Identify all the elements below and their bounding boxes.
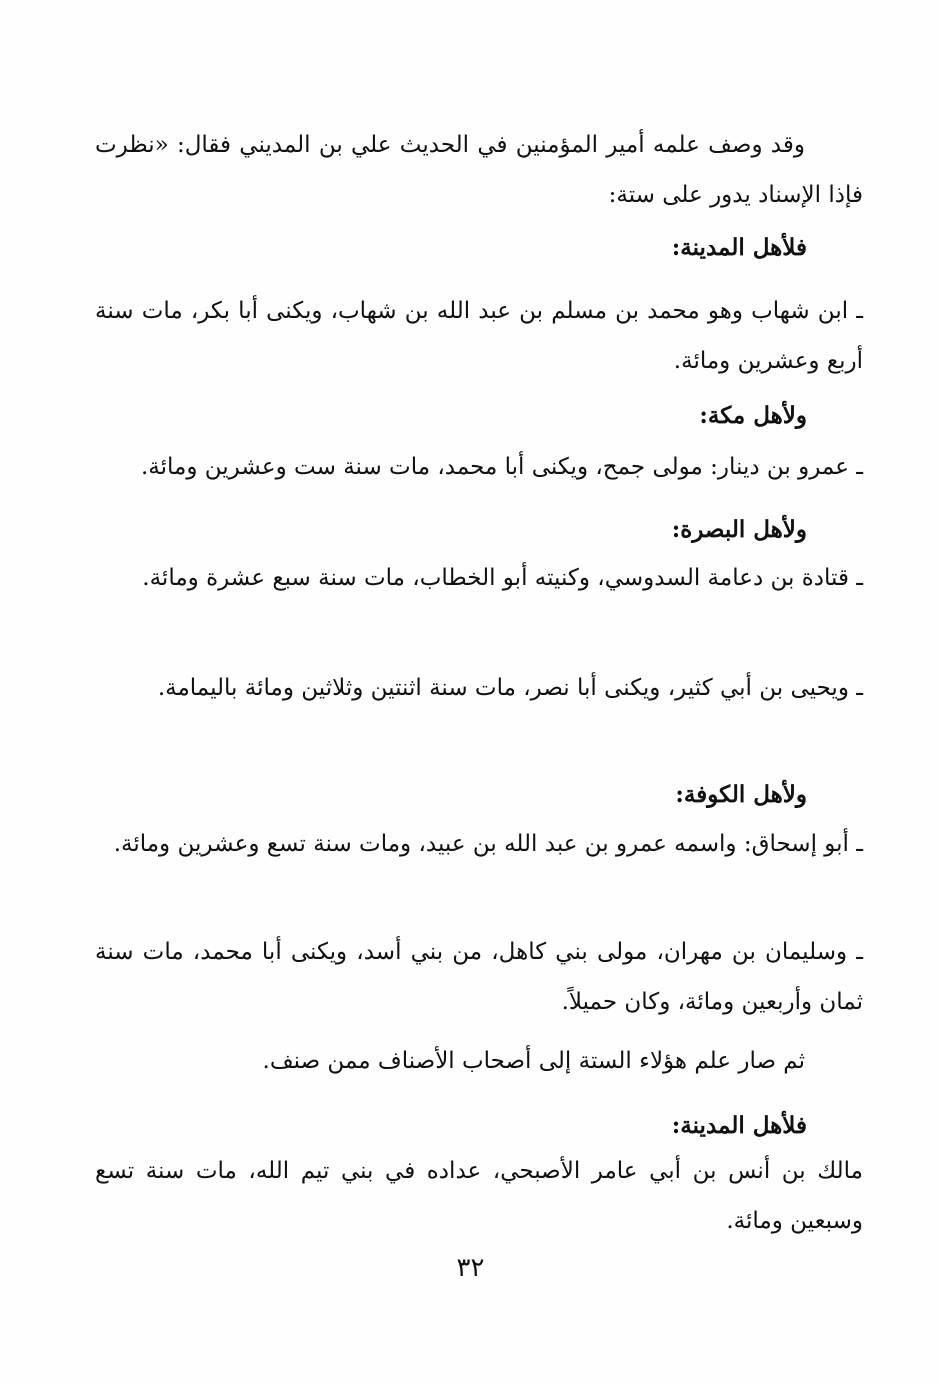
- entry-sulayman-ibn-mihran: ـ وسليمان بن مهران، مولى بني كاهل، من بني أسد، ويكنى أبا محمد، مات سنة ثمان وأربعين ومائة، وكان حميلاً.: [95, 939, 863, 1015]
- transition-paragraph: ثم صار علم هؤلاء الستة إلى أصحاب الأصناف ممن صنف.: [262, 1048, 805, 1074]
- heading-makka: ولأهل مكة:: [699, 402, 807, 429]
- heading-kufa: ولأهل الكوفة:: [675, 781, 807, 808]
- heading-madina-second: فلأهل المدينة:: [671, 1112, 807, 1139]
- heading-basra: ولأهل البصرة:: [671, 516, 807, 543]
- entry-abu-ishaq: ـ أبو إسحاق: واسمه عمرو بن عبد الله بن عبيد، ومات سنة تسع وعشرين ومائة.: [113, 831, 863, 857]
- entry-ibn-shihab: ـ ابن شهاب وهو محمد بن مسلم بن عبد الله بن شهاب، ويكنى أبا بكر، مات سنة أربع وعشرين ومائة.: [95, 298, 863, 374]
- page-number: ٣٢: [456, 1253, 485, 1283]
- entry-qatada: ـ قتادة بن دعامة السدوسي، وكنيته أبو الخطاب، مات سنة سبع عشرة ومائة.: [142, 565, 863, 591]
- intro-paragraph: وقد وصف علمه أمير المؤمنين في الحديث علي بن المديني فقال: «نظرت فإذا الإسناد يدور على ستة:: [95, 132, 863, 208]
- heading-madina: فلأهل المدينة:: [671, 234, 807, 261]
- entry-malik-ibn-anas: مالك بن أنس بن أبي عامر الأصبحي، عداده في بني تيم الله، مات سنة تسع وسبعين ومائة.: [95, 1158, 863, 1234]
- entry-yahya-ibn-abi-kathir: ـ ويحيى بن أبي كثير، ويكنى أبا نصر، مات سنة اثنتين وثلاثين ومائة باليمامة.: [157, 675, 863, 701]
- entry-amr-ibn-dinar: ـ عمرو بن دينار: مولى جمح، ويكنى أبا محمد، مات سنة ست وعشرين ومائة.: [140, 454, 863, 480]
